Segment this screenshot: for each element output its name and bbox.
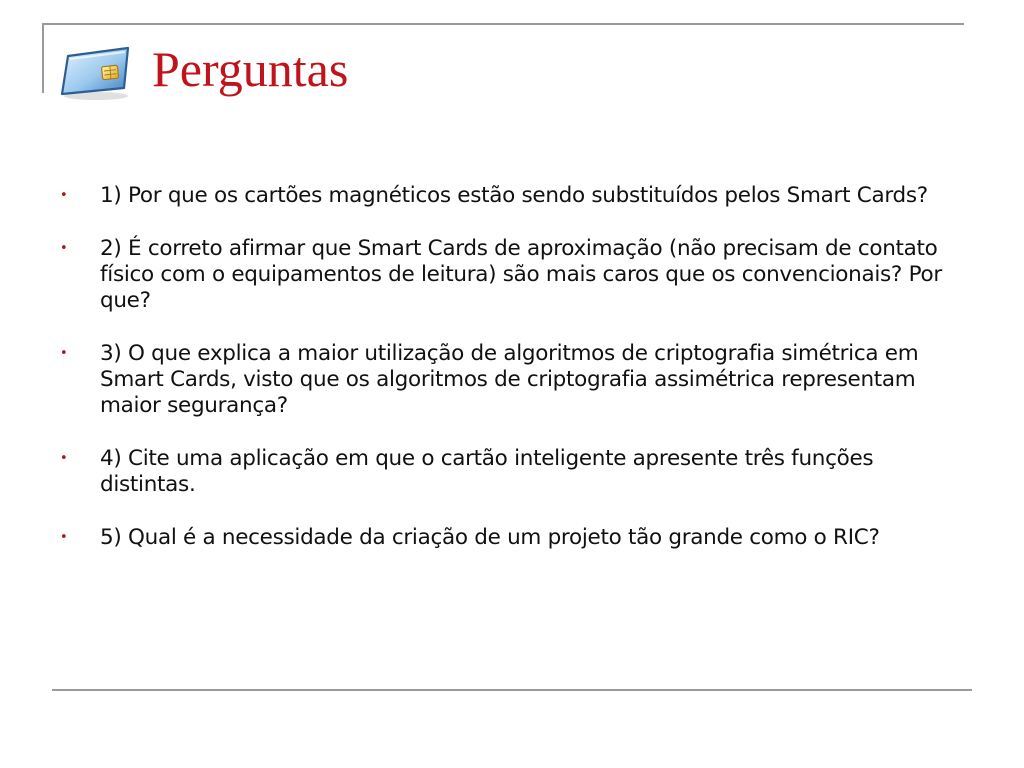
- bullet-icon: •: [60, 346, 68, 361]
- smart-card-icon: [58, 42, 134, 102]
- question-text: 2) É correto afirmar que Smart Cards de aproximação (não precisam de contato físico com o equipamentos de leitura) são mais caros que os convencionais? Por que?: [100, 236, 942, 313]
- question-item: [60, 183, 970, 209]
- question-item: [60, 446, 970, 498]
- bullet-icon: •: [60, 530, 68, 545]
- question-text: 3) O que explica a maior utilização de algoritmos de criptografia simétrica em Smart Cards, visto que os algoritmos de criptografia assimétrica representam maior segurança?: [100, 341, 919, 418]
- bottom-rule: [52, 689, 972, 691]
- slide-title: Perguntas: [152, 41, 349, 97]
- question-item: [60, 236, 970, 314]
- question-item: [60, 341, 970, 419]
- question-text: 4) Cite uma aplicação em que o cartão inteligente apresente três funções distintas.: [100, 446, 874, 497]
- question-item: [60, 525, 970, 551]
- question-text: 1) Por que os cartões magnéticos estão sendo substituídos pelos Smart Cards?: [100, 183, 928, 208]
- question-list: [60, 183, 970, 578]
- left-rule: [42, 23, 44, 93]
- bullet-icon: •: [60, 451, 68, 466]
- question-text: 5) Qual é a necessidade da criação de um projeto tão grande como o RIC?: [100, 525, 880, 550]
- bullet-icon: •: [60, 241, 68, 256]
- top-rule: [42, 23, 964, 25]
- bullet-icon: •: [60, 188, 68, 203]
